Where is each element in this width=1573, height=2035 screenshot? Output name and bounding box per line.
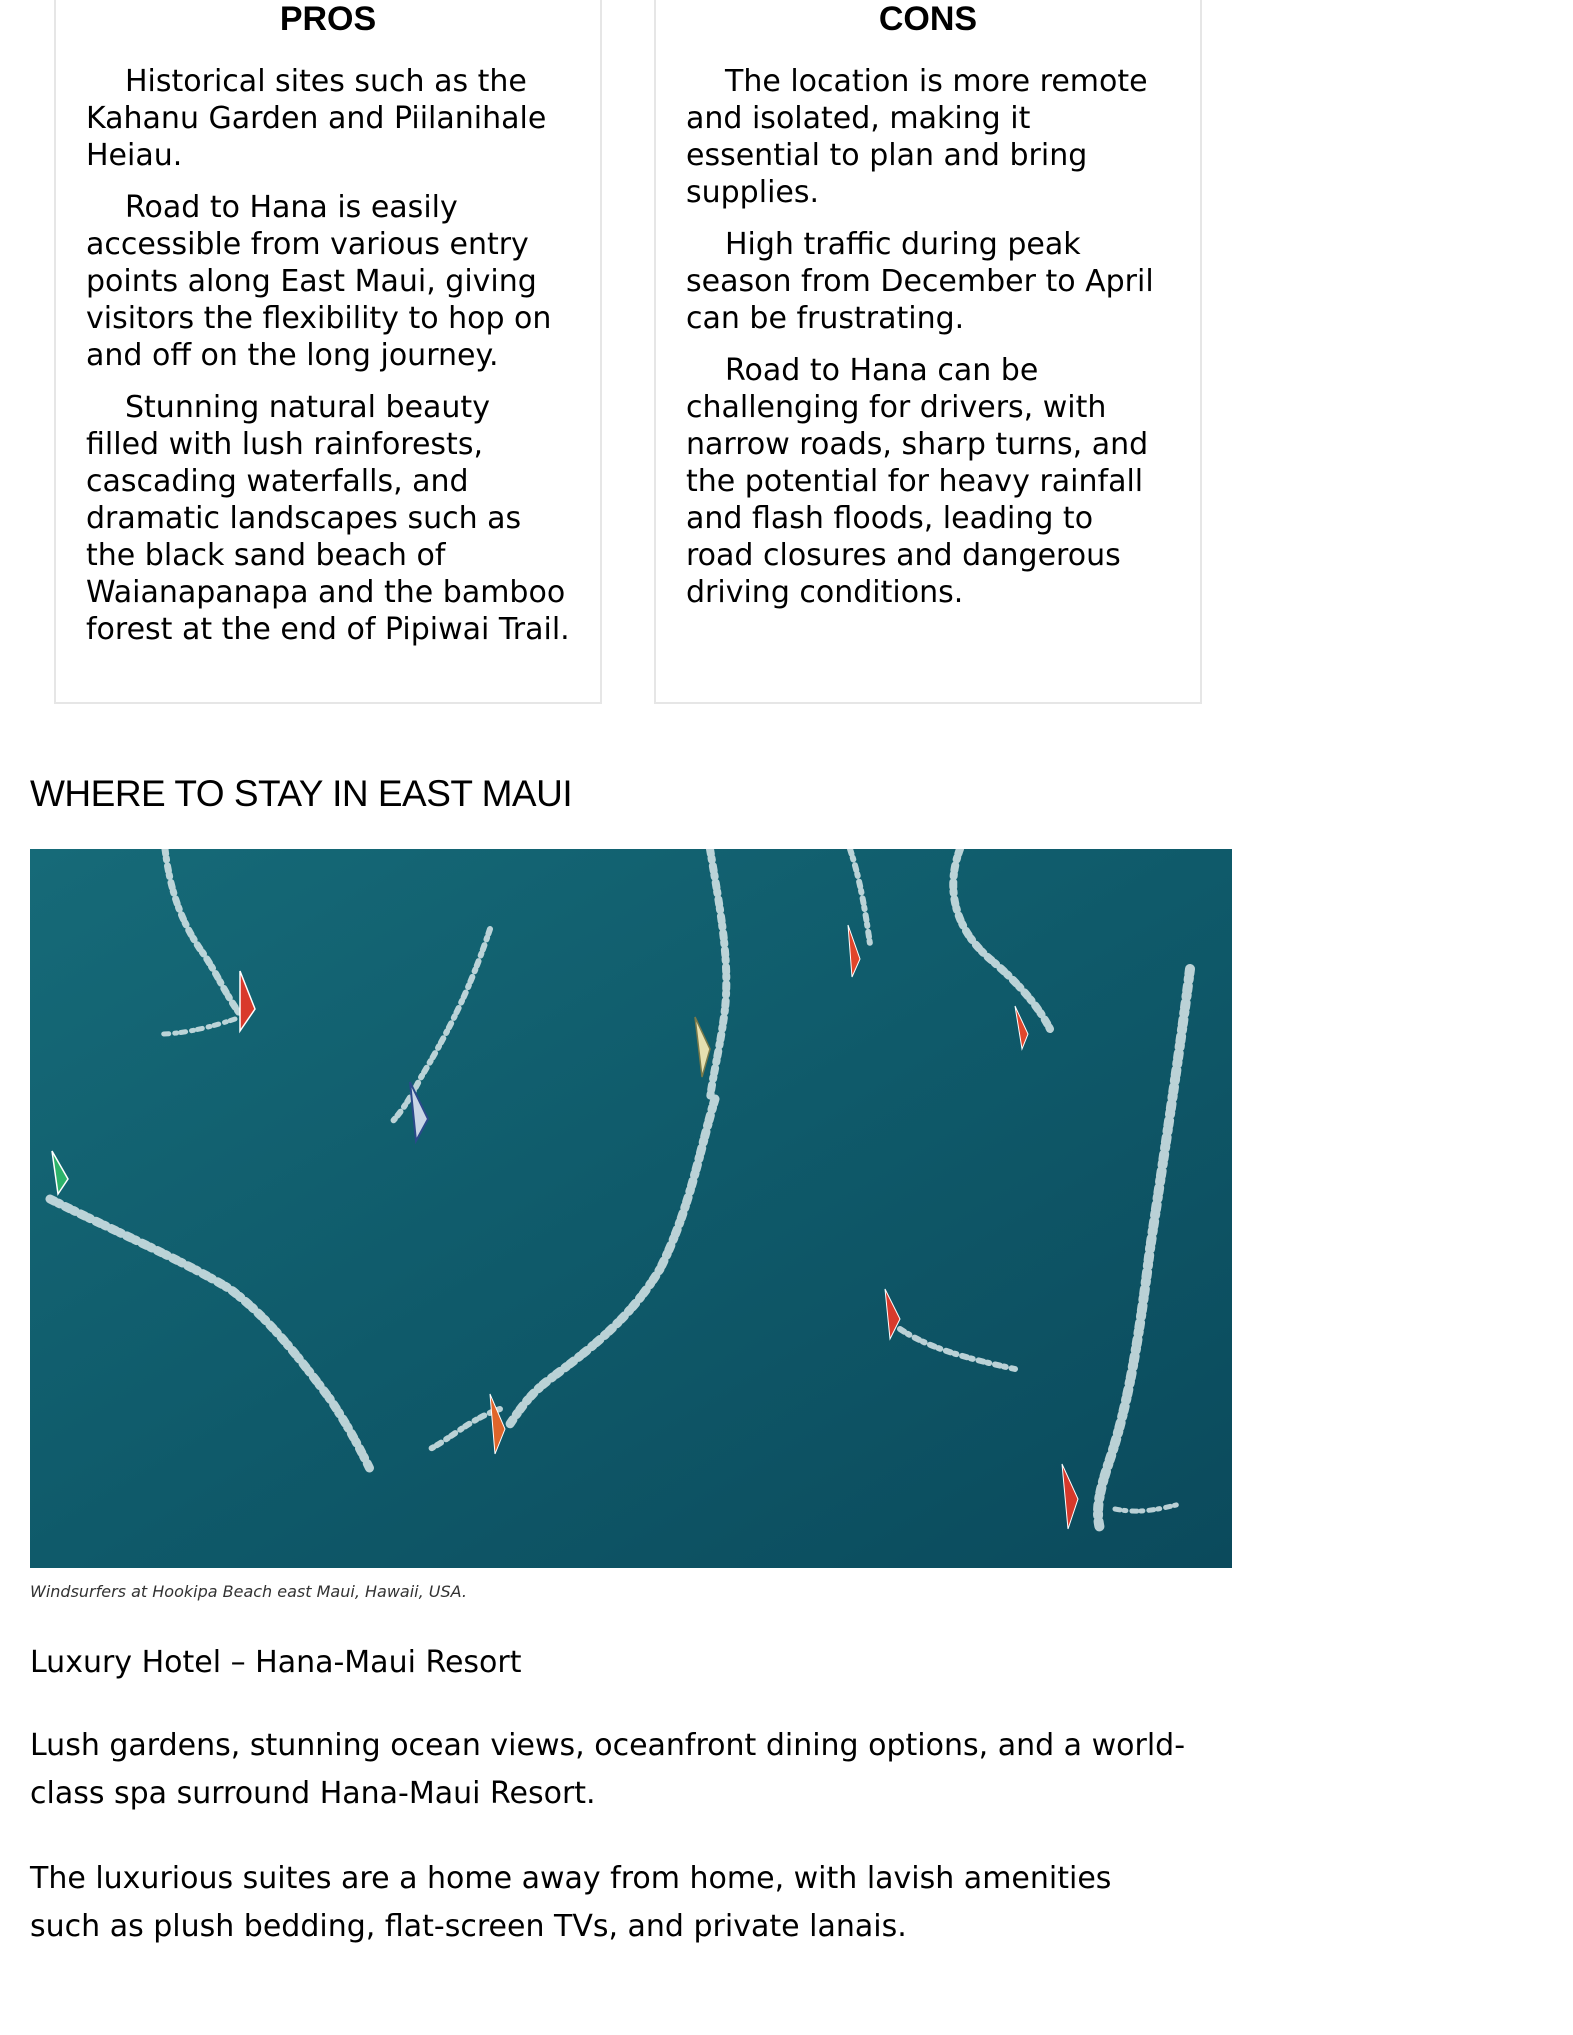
- section-heading: WHERE TO STAY IN EAST MAUI: [30, 773, 573, 814]
- windsurfers-illustration: [30, 849, 1232, 1568]
- pros-box: [54, 0, 602, 704]
- pros-title: PROS: [279, 0, 377, 38]
- pros-list: [86, 63, 570, 663]
- hotel-paragraph: Lush gardens, stunning ocean views, oceanfront dining options, and a world-class spa surround Hana-Maui Resort.: [30, 1728, 1186, 1811]
- cons-item: The location is more remote and isolated, making it essential to plan and bring supplies.: [686, 64, 1148, 210]
- cons-list: [686, 63, 1170, 626]
- pros-item: Road to Hana is easily accessible from various entry points along East Maui, giving visitors the flexibility to hop on and off on the long journey.: [86, 190, 552, 373]
- hotel-name: Luxury Hotel – Hana-Maui Resort: [30, 1645, 522, 1680]
- cons-item: Road to Hana can be challenging for drivers, with narrow roads, sharp turns, and the potential for heavy rainfall and flash floods, leading to road closures and dangerous driving conditions.: [686, 353, 1149, 610]
- cons-item: High traffic during peak season from December to April can be frustrating.: [686, 227, 1154, 336]
- hotel-paragraph: The luxurious suites are a home away from home, with lavish amenities such as plush bedding, flat-screen TVs, and private lanais.: [30, 1861, 1112, 1944]
- cons-title: CONS: [878, 0, 978, 38]
- cons-box: [654, 0, 1202, 704]
- windsurfers-photo: [30, 849, 1232, 1568]
- photo-caption: Windsurfers at Hookipa Beach east Maui, Hawaii, USA.: [30, 1582, 467, 1601]
- ocean-surface: [30, 849, 1232, 1568]
- pros-item: Historical sites such as the Kahanu Garden and Piilanihale Heiau.: [86, 64, 547, 173]
- pros-item: Stunning natural beauty filled with lush rainforests, cascading waterfalls, and dramatic landscapes such as the black sand beach of Waianapanapa and the bamboo forest at the end of Pipiwai Trail.: [86, 390, 570, 647]
